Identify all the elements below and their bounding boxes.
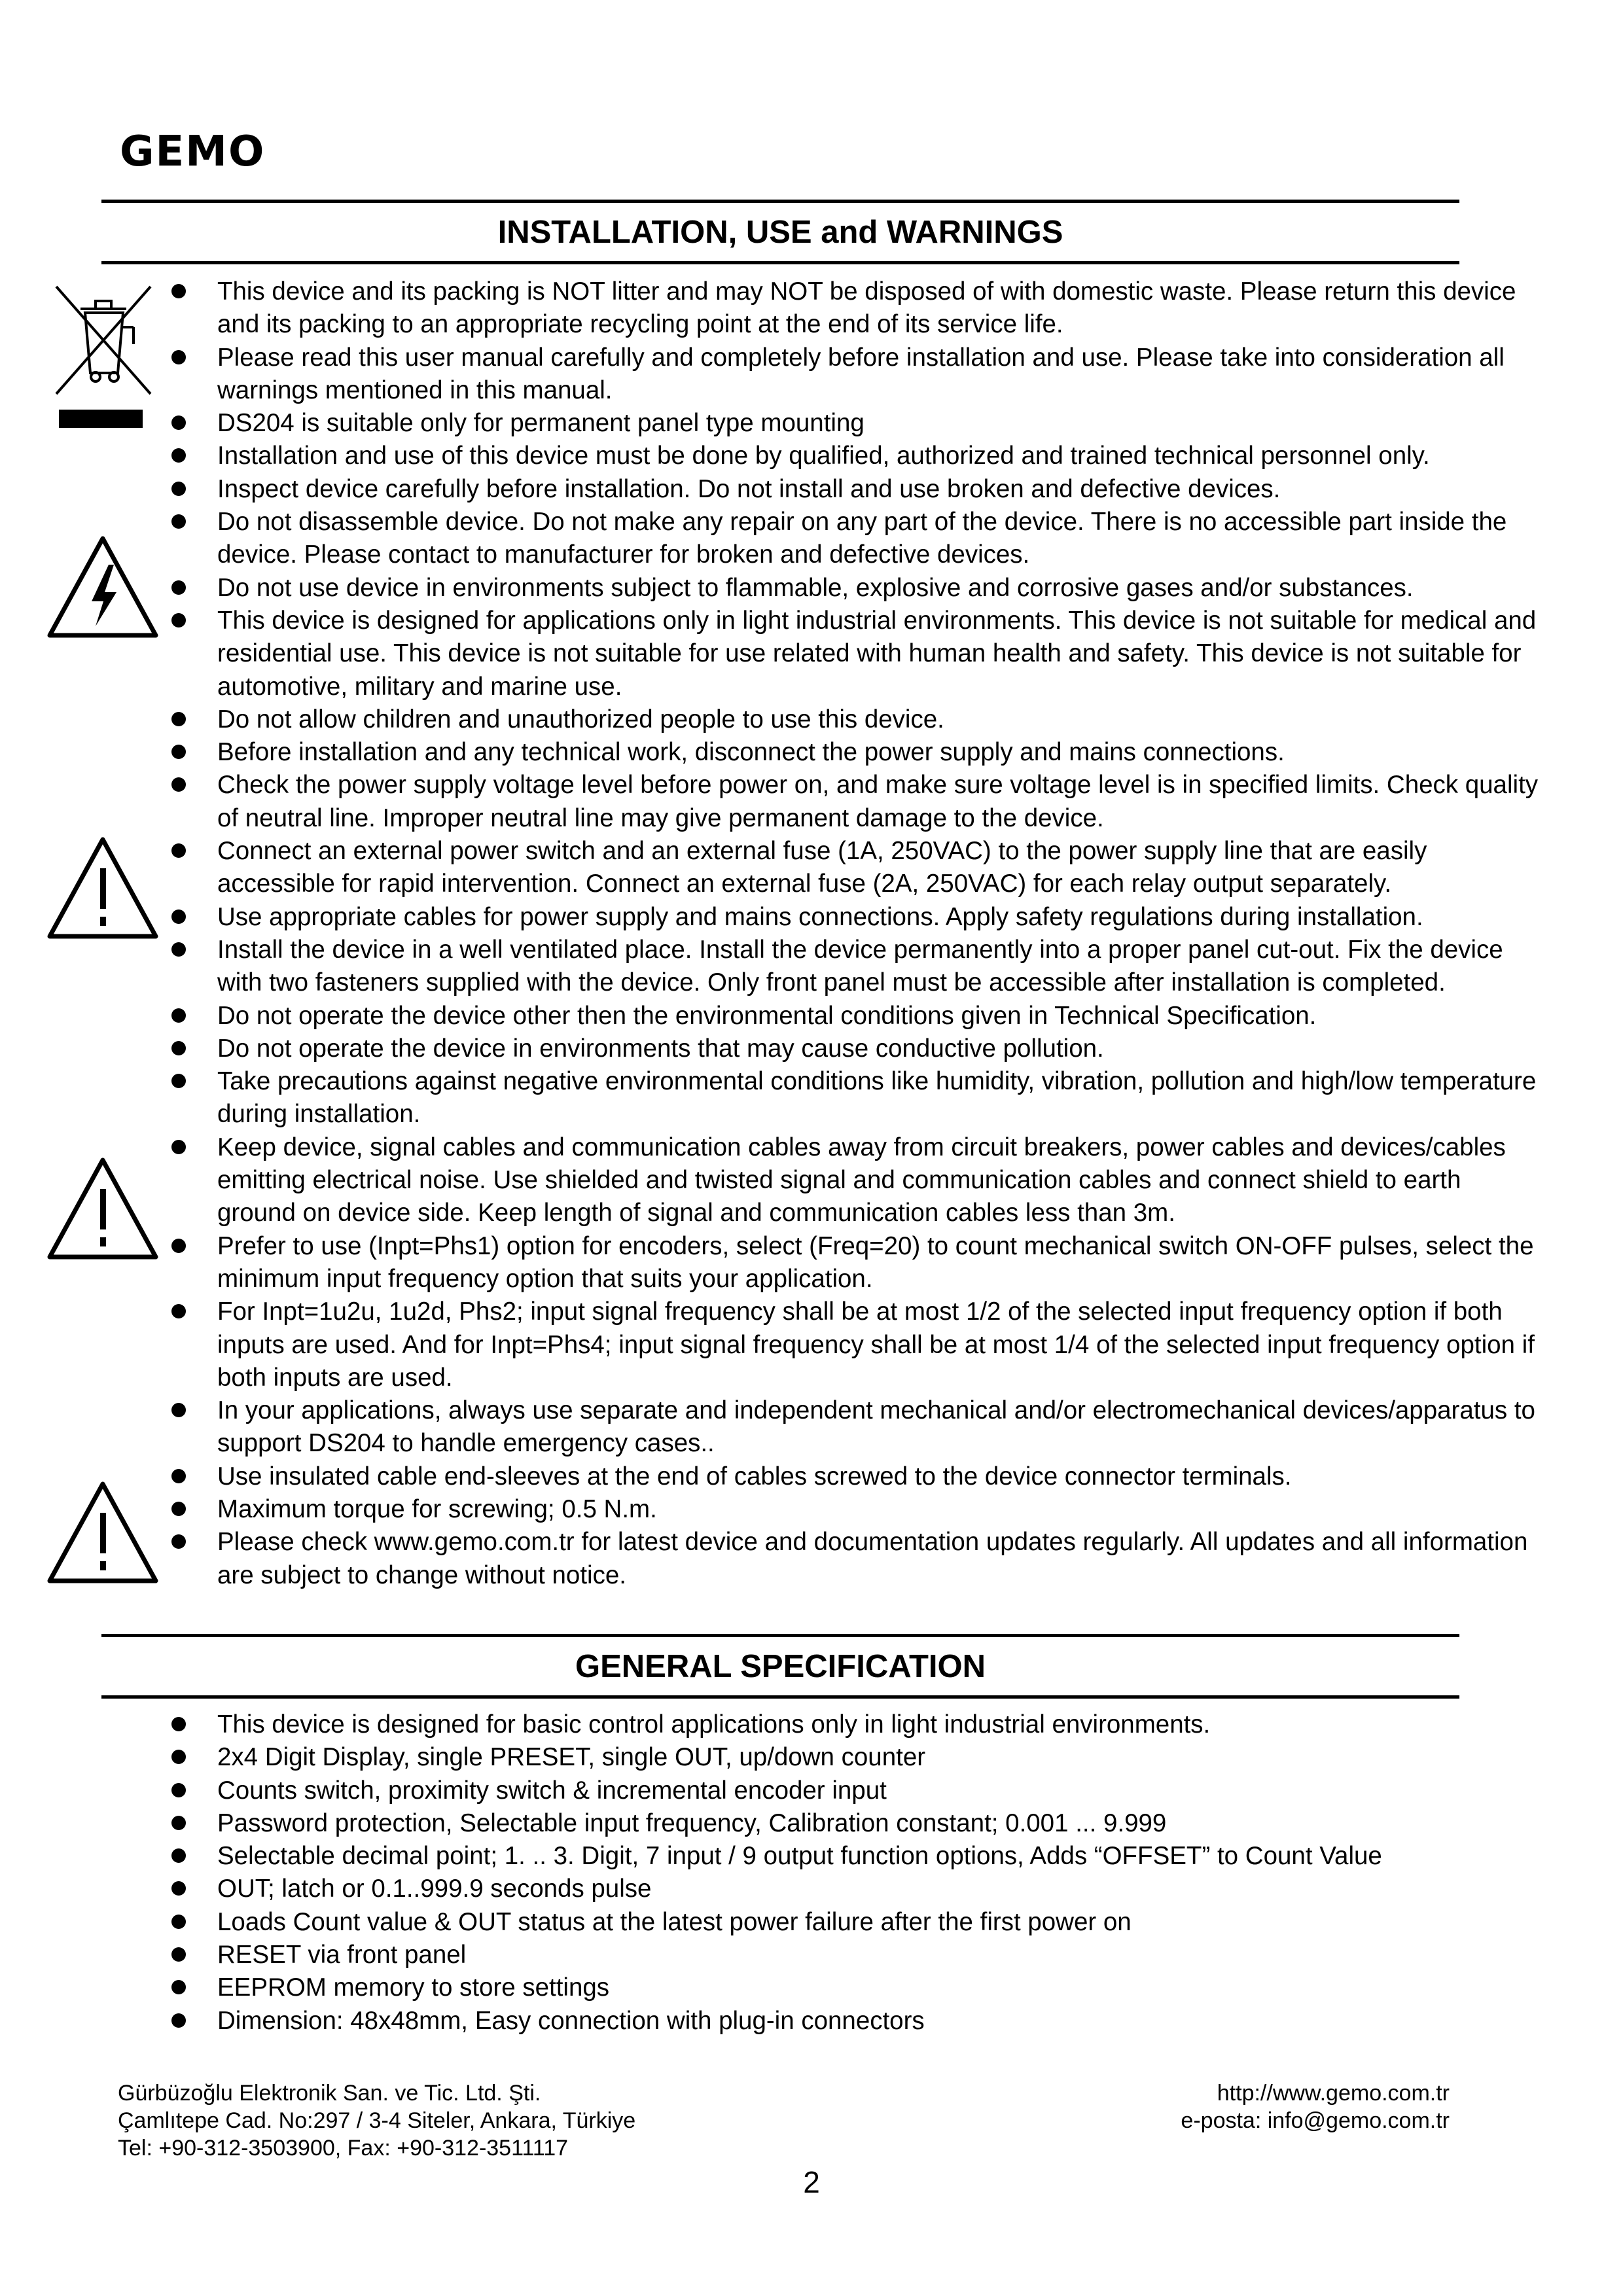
bullet-icon: [171, 284, 186, 298]
list-item: Use insulated cable end-sleeves at the end of cables screwed to the device connector terminals.: [164, 1460, 1544, 1493]
footer-email-link[interactable]: e-posta: info@gemo.com.tr: [1181, 2108, 1450, 2133]
list-item: Selectable decimal point; 1. .. 3. Digit, 7 input / 9 output function options, Adds “OFFSET” to Count Value: [164, 1840, 1544, 1873]
bullet-icon: [171, 745, 186, 759]
warning-triangle-icon: [46, 834, 160, 942]
bullet-icon: [171, 1750, 186, 1764]
bullet-icon: [171, 910, 186, 924]
bullet-icon: [171, 613, 186, 627]
bullet-icon: [171, 1041, 186, 1055]
gemo-logo: GEMO: [120, 128, 266, 176]
list-item: Counts switch, proximity switch & incremental encoder input: [164, 1775, 1544, 1807]
list-item: Please read this user manual carefully and completely before installation and use. Please take into consideration all warnings mentioned in this manual.: [164, 342, 1544, 408]
section-rule-bottom: [101, 261, 1459, 264]
section-rule-top: [101, 200, 1459, 203]
bullet-icon: [171, 1534, 186, 1549]
list-item: For Inpt=1u2u, 1u2d, Phs2; input signal frequency shall be at most 1/2 of the selected input frequency option if both inputs are used. And for Inpt=Phs4; input signal frequency shall be at most 1/4 of the selected input frequency option if both inputs are used.: [164, 1296, 1544, 1394]
installation-warnings-list: [164, 275, 1544, 1592]
bullet-icon: [171, 482, 186, 496]
list-item: OUT; latch or 0.1..999.9 seconds pulse: [164, 1873, 1544, 1905]
footer-address: Çamlıtepe Cad. No:297 / 3-4 Siteler, Ankara, Türkiye: [118, 2108, 636, 2133]
bullet-icon: [171, 1074, 186, 1088]
bullet-icon: [171, 415, 186, 430]
list-item: Before installation and any technical work, disconnect the power supply and mains connections.: [164, 736, 1544, 769]
list-item: Do not use device in environments subject to flammable, explosive and corrosive gases and/or substances.: [164, 572, 1544, 605]
bullet-icon: [171, 1848, 186, 1863]
bullet-icon: [171, 1881, 186, 1896]
bullet-icon: [171, 1239, 186, 1253]
bullet-icon: [171, 777, 186, 792]
high-voltage-warning-icon: [46, 533, 160, 641]
bullet-icon: [171, 942, 186, 957]
list-item: Keep device, signal cables and communication cables away from circuit breakers, power cables and devices/cables emitting electrical noise. Use shielded and twisted signal and communication cables and connect shield to earth ground on device side. Keep length of signal and communication cables less than 3m.: [164, 1131, 1544, 1230]
bullet-icon: [171, 514, 186, 529]
general-specification-list: [164, 1708, 1544, 2038]
bullet-icon: [171, 712, 186, 726]
section-rule-top: [101, 1634, 1459, 1637]
list-item: Maximum torque for screwing; 0.5 N.m.: [164, 1493, 1544, 1526]
list-item: 2x4 Digit Display, single PRESET, single OUT, up/down counter: [164, 1741, 1544, 1774]
warning-triangle-icon: [46, 1479, 160, 1587]
list-item: Prefer to use (Inpt=Phs1) option for encoders, select (Freq=20) to count mechanical switch ON-OFF pulses, select the minimum input frequency option that suits your application.: [164, 1230, 1544, 1296]
list-item: Connect an external power switch and an external fuse (1A, 250VAC) to the power supply line that are easily accessible for rapid intervention. Connect an external fuse (2A, 250VAC) for each relay output separately.: [164, 835, 1544, 901]
list-item: DS204 is suitable only for permanent panel type mounting: [164, 407, 1544, 440]
bullet-icon: [171, 1816, 186, 1830]
list-item: Please check www.gemo.com.tr for latest device and documentation updates regularly. All updates and all information are subject to change without notice.: [164, 1526, 1544, 1592]
bullet-icon: [171, 1304, 186, 1318]
list-item: Do not operate the device other then the environmental conditions given in Technical Specification.: [164, 1000, 1544, 1033]
page-number: 2: [803, 2165, 820, 2199]
footer-company-name: Gürbüzoğlu Elektronik San. ve Tic. Ltd. Şti.: [118, 2081, 541, 2106]
list-item: This device is designed for basic control applications only in light industrial environments.: [164, 1708, 1544, 1741]
list-item: Do not allow children and unauthorized people to use this device.: [164, 703, 1544, 736]
footer-phone: Tel: +90-312-3503900, Fax: +90-312-3511117: [118, 2136, 569, 2161]
list-item: This device is designed for applications only in light industrial environments. This device is not suitable for medical and residential use. This device is not suitable for use related with human health and safety. This device is not suitable for automotive, military and marine use.: [164, 605, 1544, 703]
list-item: Installation and use of this device must be done by qualified, authorized and trained technical personnel only.: [164, 440, 1544, 472]
list-item: Do not disassemble device. Do not make any repair on any part of the device. There is no accessible part inside the device. Please contact to manufacturer for broken and defective devices.: [164, 506, 1544, 572]
list-item: Password protection, Selectable input frequency, Calibration constant; 0.001 ... 9.999: [164, 1807, 1544, 1840]
installation-heading: INSTALLATION, USE and WARNINGS: [497, 215, 1063, 250]
list-item: Loads Count value & OUT status at the latest power failure after the first power on: [164, 1906, 1544, 1939]
bullet-icon: [171, 1403, 186, 1417]
bullet-icon: [171, 1717, 186, 1731]
list-item: Install the device in a well ventilated place. Install the device permanently into a proper panel cut-out. Fix the device with two fasteners supplied with the device. Only front panel must be accessible after installation is completed.: [164, 934, 1544, 1000]
bullet-icon: [171, 1140, 186, 1154]
bullet-icon: [171, 350, 186, 364]
list-item: Check the power supply voltage level before power on, and make sure voltage level is in specified limits. Check quality of neutral line. Improper neutral line may give permanent damage to the device.: [164, 769, 1544, 835]
footer-contact: [1181, 2079, 1450, 2134]
bullet-icon: [171, 1980, 186, 1994]
list-item: In your applications, always use separate and independent mechanical and/or electromechanical devices/apparatus to support DS204 to handle emergency cases..: [164, 1394, 1544, 1460]
list-item: Use appropriate cables for power supply and mains connections. Apply safety regulations during installation.: [164, 901, 1544, 934]
bullet-icon: [171, 1502, 186, 1516]
list-item: Inspect device carefully before installation. Do not install and use broken and defective devices.: [164, 473, 1544, 506]
bullet-icon: [171, 1947, 186, 1962]
list-item: EEPROM memory to store settings: [164, 1971, 1544, 2004]
bullet-icon: [171, 448, 186, 463]
list-item: This device and its packing is NOT litter and may NOT be disposed of with domestic waste. Please return this device and its packing to an appropriate recycling point at the end of its service life.: [164, 275, 1544, 342]
bullet-icon: [171, 580, 186, 595]
bullet-icon: [171, 1008, 186, 1023]
wheelie-bin-crossed-icon: [51, 281, 156, 432]
bullet-icon: [171, 1915, 186, 1929]
footer-company-info: [118, 2079, 635, 2162]
list-item: RESET via front panel: [164, 1939, 1544, 1971]
bullet-icon: [171, 2013, 186, 2028]
list-item: Take precautions against negative environmental conditions like humidity, vibration, pollution and high/low temperature during installation.: [164, 1065, 1544, 1131]
warning-triangle-icon: [46, 1155, 160, 1263]
bullet-icon: [171, 1469, 186, 1483]
bullet-icon: [171, 843, 186, 858]
list-item: Dimension: 48x48mm, Easy connection with plug-in connectors: [164, 2005, 1544, 2038]
general-specification-heading: GENERAL SPECIFICATION: [575, 1649, 986, 1684]
section-rule-bottom: [101, 1695, 1459, 1699]
bullet-icon: [171, 1783, 186, 1797]
list-item: Do not operate the device in environments that may cause conductive pollution.: [164, 1033, 1544, 1065]
footer-website-link[interactable]: http://www.gemo.com.tr: [1217, 2081, 1450, 2106]
